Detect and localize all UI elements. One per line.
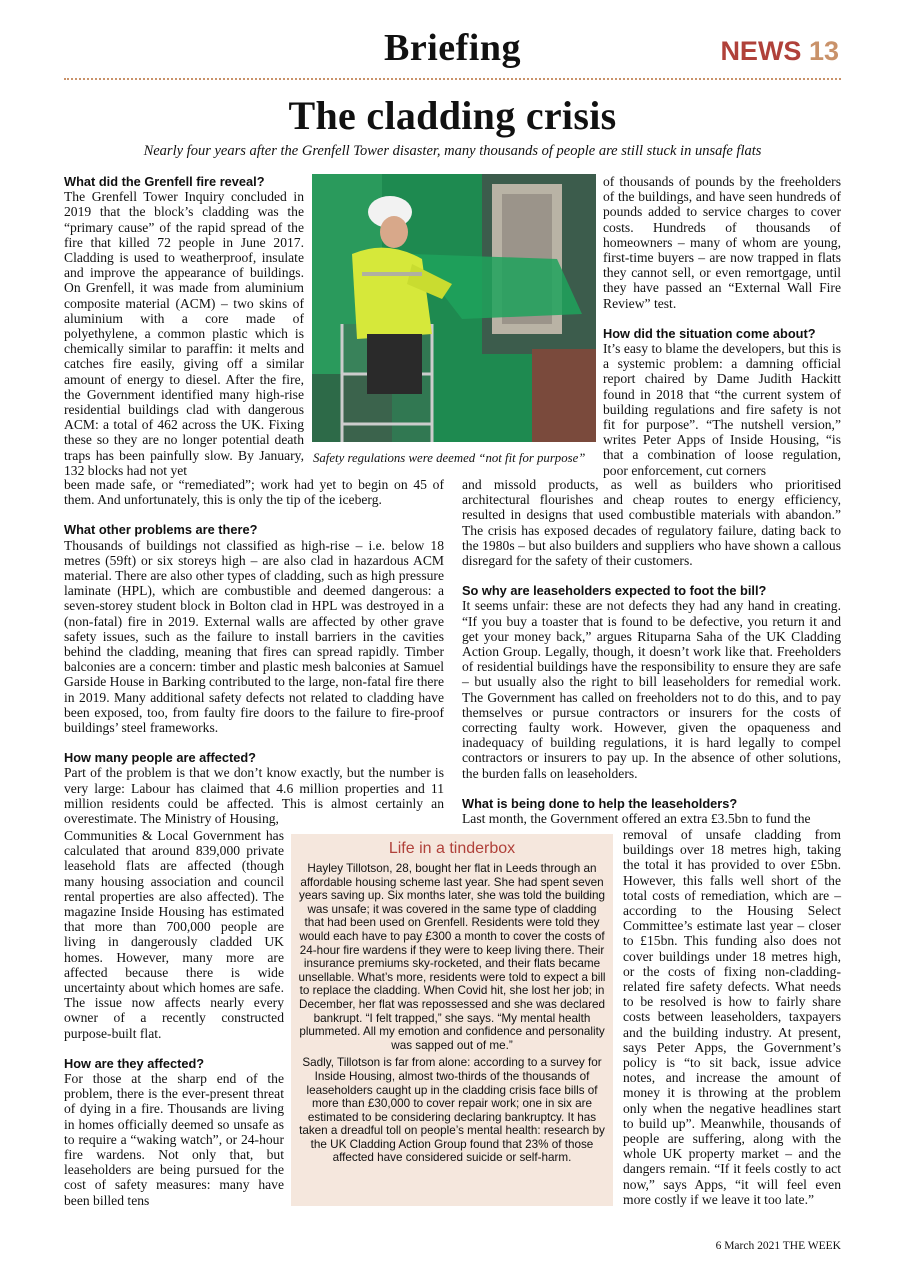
column-1-top: [64, 174, 304, 478]
page-number: 13: [808, 36, 839, 66]
sidebar-title: Life in a tinderbox: [388, 840, 516, 857]
paragraph-people-affected-cont: Communities & Local Government has calculated that around 839,000 private leasehold flats are affected (though many housing association and council rental properties are also affected). The magazine Inside Housing has estimated that more than 700,000 people are living in dangerously cladded UK homes. However, many more are affected because there is wide uncertainty about which homes are safe. The issue now affects nearly every owner of a recently constructed purpose-built flat.: [64, 828, 284, 1041]
standfirst: Nearly four years after the Grenfell Tower disaster, many thousands of people are still stuck in unsafe flats: [143, 143, 762, 159]
paragraph-how-affected: For those at the sharp end of the problem, there is the ever-present threat of dying in a fire. Thousands are living in homes officially deemed so unsafe as to require a “waking watch”, or 24-hour fire wardens. Not only that, but leaseholders are being pursued for the cost of safety measures: many have been billed tens: [64, 1071, 284, 1208]
paragraph-situation-end: and missold products, as well as builders who prioritised architectural flourishes and cheap routes to energy efficiency, resulted in designs that used combustible materials with abandon.” The crisis has exposed decades of regulatory failure, dating back to the 1980s – but also builders and suppliers who have shown a callous disregard for the safety of their customers.: [462, 477, 841, 569]
paragraph-help-leaseholders: Last month, the Government offered an extra £3.5bn to fund the: [462, 811, 811, 827]
section-title: Briefing: [384, 27, 521, 69]
header-rule: [64, 78, 841, 80]
headline: The cladding crisis: [288, 93, 617, 138]
paragraph-people-affected: Part of the problem is that we don’t know exactly, but the number is very large: Labour has claimed that 4.6 million properties and 11 million residents could be affected. This is almost certainly an overestimate. The Ministry of Housing,: [64, 765, 444, 827]
paragraph-grenfell: The Grenfell Tower Inquiry concluded in 2019 that the block’s cladding was the “primary cause” of the rapid spread of the fire that killed 72 people in June 2017. Cladding is used to weatherproof, insulate and improve the appearance of buildings. On Grenfell, it was made from aluminium composite material (ACM) – two skins of aluminium with a core made of polyethylene, a common plastic which is chemically similar to paraffin: it melts and catches fire easily, giving off a similar amount of energy to diesel. After the fire, the Government identified many high-rise residential buildings clad with dangerous ACM: a total of 462 across the UK. Fixing these so they are no longer potential death traps has been painfully slow. By January, 132 blocks had not yet: [64, 189, 304, 478]
subheading-people-affected: How many people are affected?: [64, 750, 257, 766]
section-name: NEWS: [720, 36, 802, 66]
page-label: [720, 36, 839, 67]
paragraph-grenfell-end: been made safe, or “remediated”; work had yet to begin on 45 of them. And unfortunately, this is only the tip of the iceberg.: [64, 477, 444, 508]
subheading-other-problems: What other problems are there?: [64, 522, 258, 538]
paragraph-how-affected-cont: of thousands of pounds by the freeholders of the buildings, and have seen hundreds of pounds added to service charges to cover costs. Hundreds of thousands of homeowners – many of whom are young, first-time buyers – are now trapped in flats they cannot sell, or even remortgage, until they have passed an “External Wall Fire Review” test.: [603, 174, 841, 311]
photo-caption: Safety regulations were deemed “not fit for purpose”: [313, 451, 586, 465]
column-1-wide: [64, 477, 444, 826]
paragraph-help-leaseholders-cont: removal of unsafe cladding from buildings over 18 metres high, taking the total it has provided to over £5bn. However, this falls well short of the total costs of remediation, which are – according to the Housing Select Committee’s estimate last year – closer to £15bn. This funding also does not cover buildings under 18 metres high, or the costs of fixing non-cladding-related fire safety defects. What needs to be resolved is how to fairly share costs between leaseholders, taxpayers and the building industry. At present, says Peter Apps, the Government’s policy is “to sit back, issue advice notes, and increase the amount of money it is throwing at the problem only when the negative headlines start to build up”. Meanwhile, thousands of people are suffering, along with the whole UK property market – and the dangers remain. “If it feels costly to act now,” says Apps, “it will feel even more costly if we leave it too late.”: [623, 827, 841, 1207]
column-3-top: [603, 174, 841, 478]
paragraph-situation: It’s easy to blame the developers, but this is a systemic problem: a damning official report chaired by Dame Judith Hackitt found in 2018 that “the current system of building regulations and fire safety is not fit for purpose”. “The nutshell version,” writes Peter Apps of Inside Housing, “is that a combination of loose regulation, poor enforcement, cut corners: [603, 341, 841, 478]
cladding-photo: [312, 174, 596, 442]
paragraph-leaseholders-bill: It seems unfair: these are not defects they had any hand in creating. “If you buy a toaster that is found to be defective, you return it and get your money back,” argues Rituparna Saha of the UK Cladding Action Group. Legally, though, it doesn’t work like that. Freeholders of residential buildings have the responsibility to ensure they are safe – but usually also the right to bill leaseholders for remedial work. The Government has called on freeholders not to do this, and to pay themselves or pursue contractors or insurers for the costs of correcting faulty work. However, given the opaqueness and inadequacy of building regulations, it is hard legally to compel contractors or insurers to pay up. In the absence of other solutions, the burden falls on leaseholders.: [462, 598, 841, 781]
subheading-how-affected: How are they affected?: [64, 1055, 205, 1071]
sidebar-text: [297, 862, 607, 1169]
worker-illustration: [312, 174, 596, 442]
column-1-bottom: [64, 828, 284, 1208]
subheading-grenfell: What did the Grenfell fire reveal?: [64, 174, 265, 189]
subheading-help-leaseholders: What is being done to help the leaseholders?: [462, 795, 738, 811]
column-right-wide: [462, 477, 841, 826]
column-3-bottom: [623, 827, 841, 1207]
subheading-situation: How did the situation come about?: [603, 325, 816, 341]
paragraph-other-problems: Thousands of buildings not classified as high-rise – i.e. below 18 metres (59ft) or six storeys high – are also clad in hazardous ACM material. There are also other types of cladding, such as high pressure laminate (HPL), which are combustible and deemed dangerous: a seven-storey student block in Bolton clad in HPL was destroyed in a (non-fatal) fire in 2019. External walls are affected by other grave safety issues, such as the failure to install barriers in the cavities behind the cladding, meaning that fires can spread rapidly. Timber balconies are a concern: timber and plastic mesh balconies at Samuel Garside House in Barking contributed to the large, non-fatal fire there in 2019. Many additional safety defects not related to cladding have been exposed, too, from faulty fire doors to the failure to fire-proof buildings’ steel frameworks.: [64, 537, 444, 736]
sidebar-paragraph-2: Sadly, Tillotson is far from alone: according to a survey for Inside Housing, almost two-thirds of the thousands of leaseholders caught up in the cladding crisis face bills of more than £30,000 to cover repair work; one in six are estimated to be considering declaring bankruptcy. It has taken a dreadful toll on people’s mental health: research by the UK Cladding Action Group found that 23% of those affected have considered suicide or self-harm.: [299, 1056, 605, 1165]
sidebar-paragraph-1: Hayley Tillotson, 28, bought her flat in Leeds through an affordable housing scheme last year. She had spent seven years saving up. Six months later, she was told the building was unsafe; it was covered in the same type of cladding that had been used on Grenfell. Residents were told they would each have to pay £300 a month to cover the costs of 24-hour fire wardens if they were to keep living there. Their insurance premiums sky-rocketed, and their flats became unsellable. What’s more, residents were told to expect a bill to replace the cladding. When Covid hit, she lost her job; in December, her flat was repossessed and she was declared bankrupt. “I felt trapped,” she says. “My mental health plummeted. All my emotion and confidence and personality was sapped out of me.”: [298, 862, 606, 1052]
subheading-leaseholders-bill: So why are leaseholders expected to foot the bill?: [462, 583, 767, 599]
page-footer: 6 March 2021 THE WEEK: [715, 1240, 841, 1252]
